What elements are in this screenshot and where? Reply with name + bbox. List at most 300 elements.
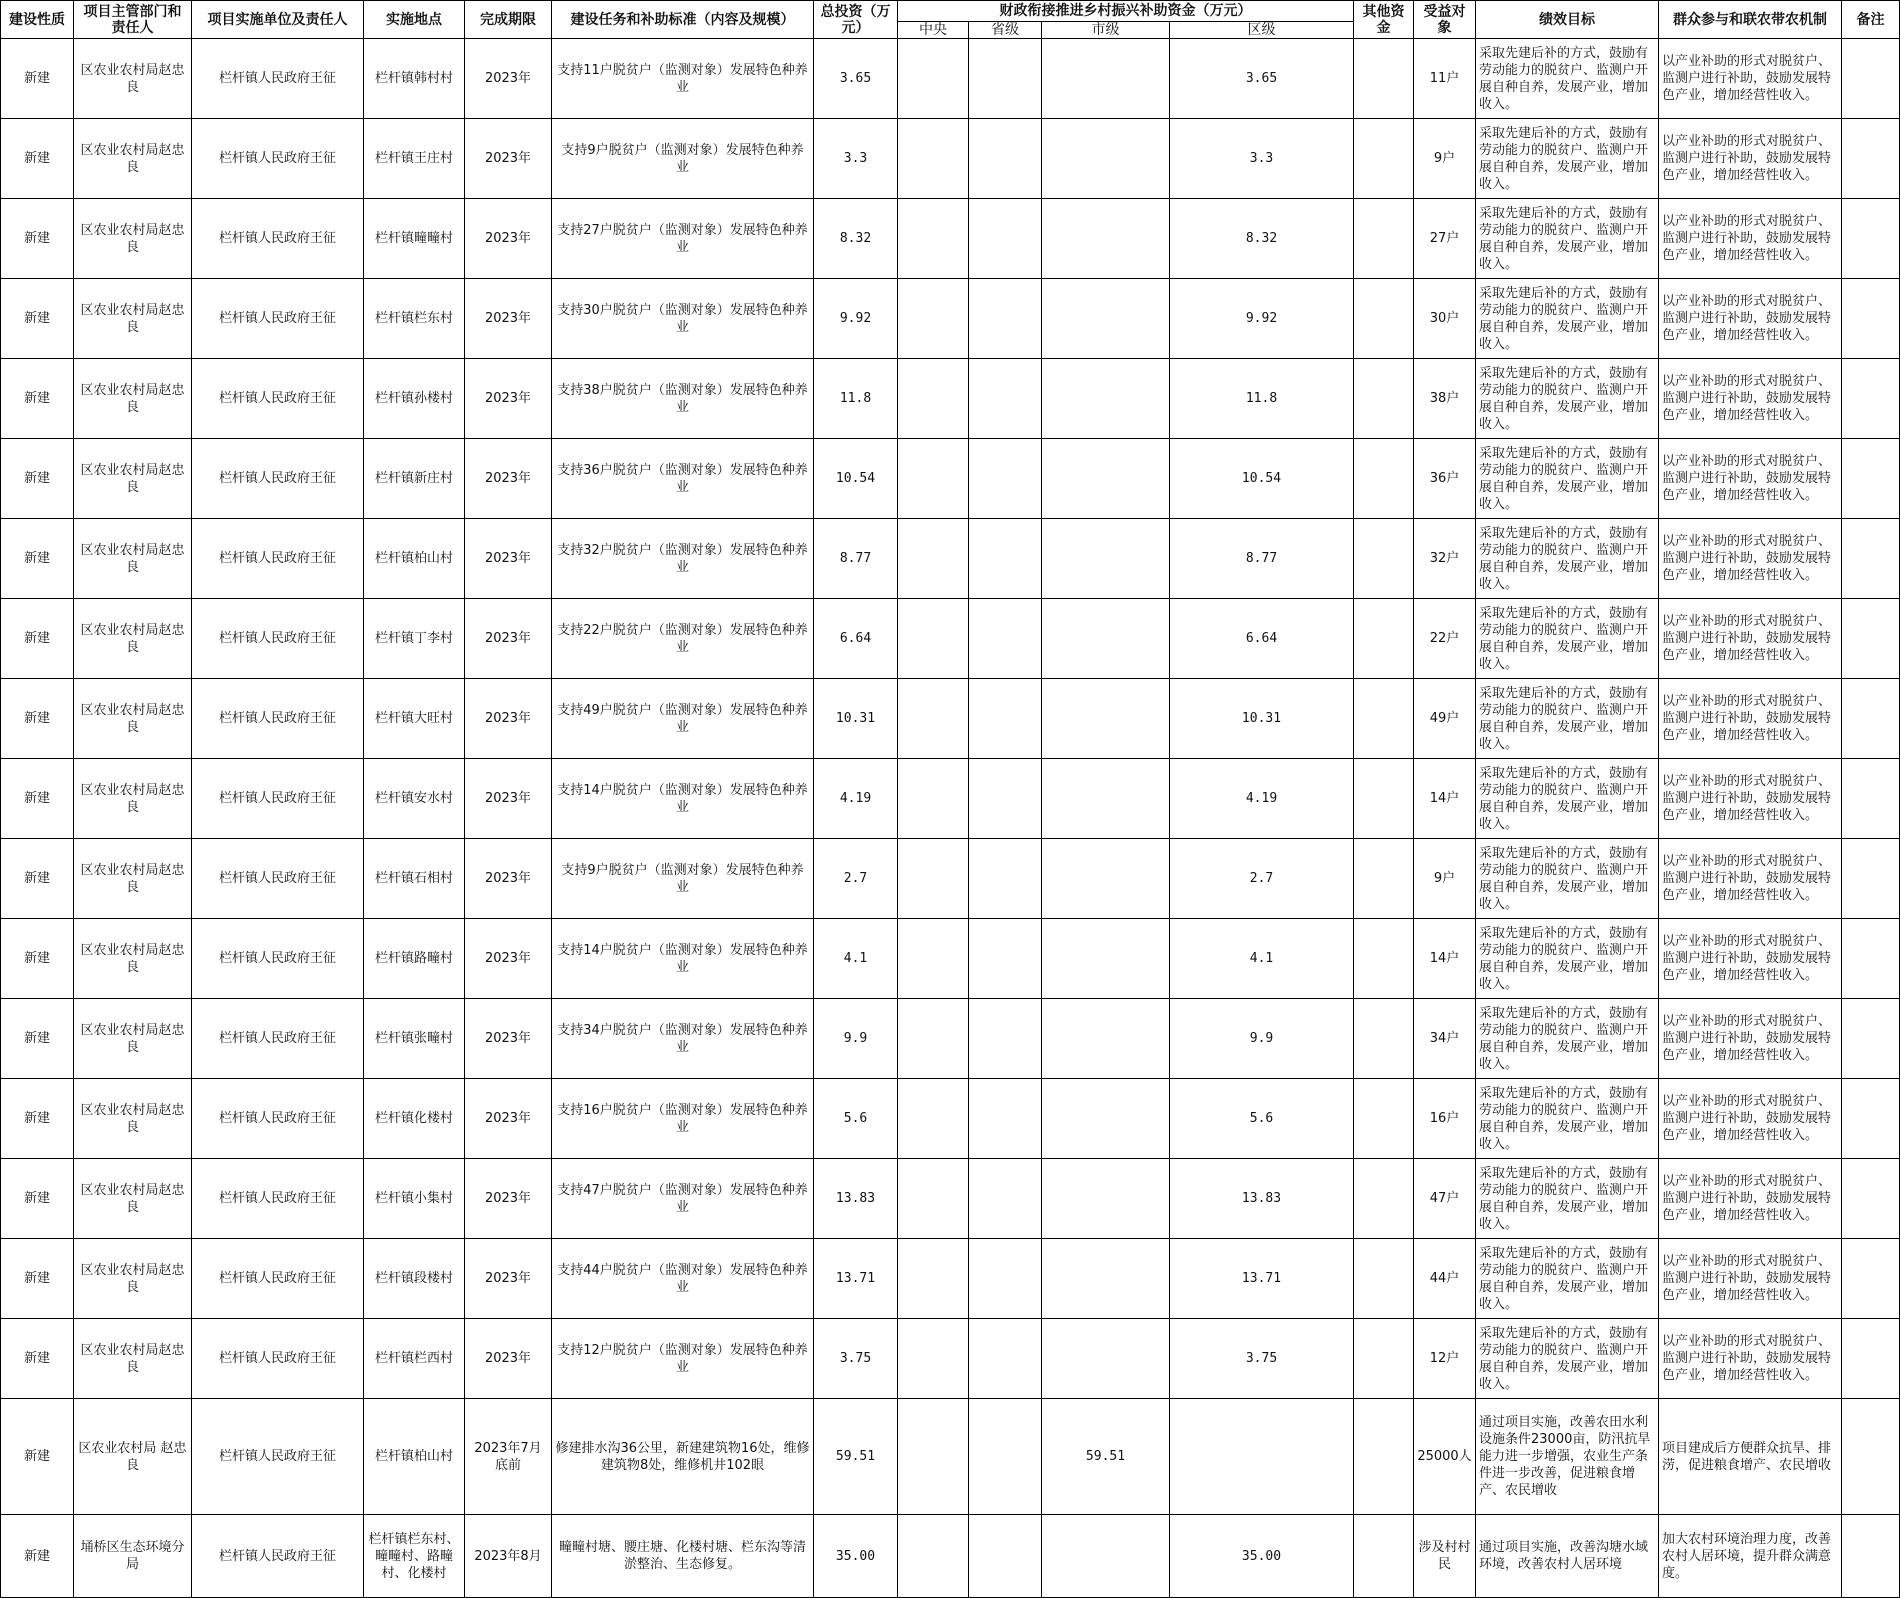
table-row — [1, 1319, 1900, 1399]
cell-province — [969, 359, 1042, 439]
cell-unit: 栏杆镇人民政府王征 — [192, 759, 364, 839]
cell-nature: 新建 — [1, 1239, 74, 1319]
cell-goal: 采取先建后补的方式，鼓励有劳动能力的脱贫户、监测户开展自种自养，发展产业，增加收入。 — [1476, 999, 1659, 1079]
cell-mechanism: 以产业补助的形式对脱贫户、监测户进行补助，鼓励发展特色产业，增加经营性收入。 — [1659, 759, 1842, 839]
cell-nature: 新建 — [1, 1319, 74, 1399]
cell-goal: 采取先建后补的方式，鼓励有劳动能力的脱贫户、监测户开展自种自养，发展产业，增加收入。 — [1476, 39, 1659, 119]
cell-city — [1042, 1515, 1170, 1598]
cell-total: 13.83 — [814, 1159, 898, 1239]
cell-total: 3.3 — [814, 119, 898, 199]
cell-remark — [1842, 1319, 1900, 1399]
cell-city — [1042, 599, 1170, 679]
header-fund-group: 财政衔接推进乡村振兴补助资金（万元） — [898, 1, 1354, 22]
cell-mechanism: 以产业补助的形式对脱贫户、监测户进行补助，鼓励发展特色产业，增加经营性收入。 — [1659, 119, 1842, 199]
cell-remark — [1842, 439, 1900, 519]
cell-province — [969, 39, 1042, 119]
table-row — [1, 919, 1900, 999]
cell-nature: 新建 — [1, 39, 74, 119]
header-other: 其他资金 — [1354, 1, 1414, 39]
cell-total: 9.92 — [814, 279, 898, 359]
cell-city — [1042, 919, 1170, 999]
table-row — [1, 279, 1900, 359]
cell-mechanism: 以产业补助的形式对脱贫户、监测户进行补助，鼓励发展特色产业，增加经营性收入。 — [1659, 1079, 1842, 1159]
cell-unit: 栏杆镇人民政府王征 — [192, 39, 364, 119]
cell-beneficiary: 14户 — [1414, 759, 1476, 839]
cell-remark — [1842, 1515, 1900, 1598]
header-dept: 项目主管部门和责任人 — [74, 1, 192, 39]
table-row — [1, 1159, 1900, 1239]
table-row — [1, 359, 1900, 439]
cell-other — [1354, 1319, 1414, 1399]
cell-place: 栏杆镇疃疃村 — [364, 199, 465, 279]
cell-goal: 采取先建后补的方式，鼓励有劳动能力的脱贫户、监测户开展自种自养，发展产业，增加收入。 — [1476, 359, 1659, 439]
cell-dept: 区农业农村局赵忠良 — [74, 279, 192, 359]
cell-central — [898, 359, 969, 439]
cell-central — [898, 999, 969, 1079]
cell-beneficiary: 9户 — [1414, 839, 1476, 919]
cell-district: 4.19 — [1170, 759, 1354, 839]
cell-place: 栏杆镇孙楼村 — [364, 359, 465, 439]
table-row — [1, 679, 1900, 759]
cell-unit: 栏杆镇人民政府王征 — [192, 1079, 364, 1159]
cell-province — [969, 199, 1042, 279]
cell-dept: 区农业农村局赵忠良 — [74, 39, 192, 119]
cell-unit: 栏杆镇人民政府王征 — [192, 1399, 364, 1515]
cell-nature: 新建 — [1, 1399, 74, 1515]
cell-place: 栏杆镇韩村村 — [364, 39, 465, 119]
cell-nature: 新建 — [1, 199, 74, 279]
cell-place: 栏杆镇新庄村 — [364, 439, 465, 519]
cell-district: 13.83 — [1170, 1159, 1354, 1239]
cell-beneficiary: 36户 — [1414, 439, 1476, 519]
cell-central — [898, 759, 969, 839]
cell-province — [969, 679, 1042, 759]
cell-district: 9.92 — [1170, 279, 1354, 359]
cell-place: 栏杆镇栏东村、疃疃村、路疃村、化楼村 — [364, 1515, 465, 1598]
cell-place: 栏杆镇张疃村 — [364, 999, 465, 1079]
cell-dept: 区农业农村局赵忠良 — [74, 1239, 192, 1319]
cell-unit: 栏杆镇人民政府王征 — [192, 1319, 364, 1399]
cell-district: 4.1 — [1170, 919, 1354, 999]
cell-mechanism: 以产业补助的形式对脱贫户、监测户进行补助，鼓励发展特色产业，增加经营性收入。 — [1659, 839, 1842, 919]
cell-unit: 栏杆镇人民政府王征 — [192, 1239, 364, 1319]
header-nature: 建设性质 — [1, 1, 74, 39]
cell-nature: 新建 — [1, 999, 74, 1079]
cell-beneficiary: 32户 — [1414, 519, 1476, 599]
cell-goal: 采取先建后补的方式，鼓励有劳动能力的脱贫户、监测户开展自种自养，发展产业，增加收入。 — [1476, 1239, 1659, 1319]
cell-goal: 采取先建后补的方式，鼓励有劳动能力的脱贫户、监测户开展自种自养，发展产业，增加收入。 — [1476, 199, 1659, 279]
cell-mechanism: 以产业补助的形式对脱贫户、监测户进行补助，鼓励发展特色产业，增加经营性收入。 — [1659, 679, 1842, 759]
cell-remark — [1842, 119, 1900, 199]
cell-mechanism: 以产业补助的形式对脱贫户、监测户进行补助，鼓励发展特色产业，增加经营性收入。 — [1659, 599, 1842, 679]
cell-goal: 通过项目实施，改善沟塘水域环境，改善农村人居环境 — [1476, 1515, 1659, 1598]
cell-beneficiary: 27户 — [1414, 199, 1476, 279]
cell-deadline: 2023年8月 — [465, 1515, 552, 1598]
cell-goal: 采取先建后补的方式，鼓励有劳动能力的脱贫户、监测户开展自种自养，发展产业，增加收入。 — [1476, 919, 1659, 999]
cell-total: 3.65 — [814, 39, 898, 119]
table-row — [1, 119, 1900, 199]
cell-unit: 栏杆镇人民政府王征 — [192, 439, 364, 519]
cell-mechanism: 以产业补助的形式对脱贫户、监测户进行补助，鼓励发展特色产业，增加经营性收入。 — [1659, 439, 1842, 519]
cell-dept: 区农业农村局赵忠良 — [74, 1079, 192, 1159]
cell-goal: 采取先建后补的方式，鼓励有劳动能力的脱贫户、监测户开展自种自养，发展产业，增加收入。 — [1476, 279, 1659, 359]
cell-total: 35.00 — [814, 1515, 898, 1598]
cell-nature: 新建 — [1, 359, 74, 439]
cell-goal: 采取先建后补的方式，鼓励有劳动能力的脱贫户、监测户开展自种自养，发展产业，增加收入。 — [1476, 759, 1659, 839]
cell-city — [1042, 1319, 1170, 1399]
cell-task: 支持27户脱贫户（监测对象）发展特色种养业 — [552, 199, 814, 279]
cell-goal: 采取先建后补的方式，鼓励有劳动能力的脱贫户、监测户开展自种自养，发展产业，增加收入。 — [1476, 679, 1659, 759]
cell-deadline: 2023年 — [465, 119, 552, 199]
cell-district: 3.65 — [1170, 39, 1354, 119]
cell-place: 栏杆镇段楼村 — [364, 1239, 465, 1319]
cell-task: 修建排水沟36公里，新建建筑物16处，维修建筑物8处，维修机井102眼 — [552, 1399, 814, 1515]
cell-place: 栏杆镇王庄村 — [364, 119, 465, 199]
cell-total: 13.71 — [814, 1239, 898, 1319]
cell-place: 栏杆镇柏山村 — [364, 1399, 465, 1515]
cell-unit: 栏杆镇人民政府王征 — [192, 119, 364, 199]
cell-place: 栏杆镇柏山村 — [364, 519, 465, 599]
cell-deadline: 2023年 — [465, 39, 552, 119]
cell-place: 栏杆镇栏西村 — [364, 1319, 465, 1399]
cell-beneficiary: 16户 — [1414, 1079, 1476, 1159]
cell-dept: 区农业农村局赵忠良 — [74, 519, 192, 599]
cell-place: 栏杆镇路疃村 — [364, 919, 465, 999]
cell-other — [1354, 919, 1414, 999]
cell-other — [1354, 679, 1414, 759]
cell-beneficiary: 30户 — [1414, 279, 1476, 359]
cell-city — [1042, 39, 1170, 119]
cell-total: 59.51 — [814, 1399, 898, 1515]
cell-other — [1354, 599, 1414, 679]
cell-district: 10.31 — [1170, 679, 1354, 759]
cell-dept: 区农业农村局赵忠良 — [74, 679, 192, 759]
cell-task: 支持14户脱贫户（监测对象）发展特色种养业 — [552, 759, 814, 839]
cell-mechanism: 以产业补助的形式对脱贫户、监测户进行补助，鼓励发展特色产业，增加经营性收入。 — [1659, 519, 1842, 599]
cell-province — [969, 1399, 1042, 1515]
cell-task: 支持36户脱贫户（监测对象）发展特色种养业 — [552, 439, 814, 519]
cell-district: 11.8 — [1170, 359, 1354, 439]
cell-total: 10.31 — [814, 679, 898, 759]
cell-goal: 采取先建后补的方式，鼓励有劳动能力的脱贫户、监测户开展自种自养，发展产业，增加收入。 — [1476, 1319, 1659, 1399]
cell-other — [1354, 1239, 1414, 1319]
cell-central — [898, 919, 969, 999]
cell-district: 35.00 — [1170, 1515, 1354, 1598]
cell-city — [1042, 359, 1170, 439]
cell-district: 9.9 — [1170, 999, 1354, 1079]
cell-province — [969, 1515, 1042, 1598]
cell-beneficiary: 9户 — [1414, 119, 1476, 199]
cell-task: 支持16户脱贫户（监测对象）发展特色种养业 — [552, 1079, 814, 1159]
cell-dept: 区农业农村局 赵忠良 — [74, 1399, 192, 1515]
cell-city — [1042, 1079, 1170, 1159]
cell-beneficiary: 38户 — [1414, 359, 1476, 439]
header-task: 建设任务和补助标准（内容及规模） — [552, 1, 814, 39]
cell-dept: 埇桥区生态环境分局 — [74, 1515, 192, 1598]
cell-total: 2.7 — [814, 839, 898, 919]
cell-deadline: 2023年 — [465, 999, 552, 1079]
cell-place: 栏杆镇栏东村 — [364, 279, 465, 359]
cell-dept: 区农业农村局赵忠良 — [74, 359, 192, 439]
cell-city — [1042, 839, 1170, 919]
cell-goal: 采取先建后补的方式，鼓励有劳动能力的脱贫户、监测户开展自种自养，发展产业，增加收入。 — [1476, 119, 1659, 199]
cell-remark — [1842, 1399, 1900, 1515]
cell-task: 支持47户脱贫户（监测对象）发展特色种养业 — [552, 1159, 814, 1239]
cell-deadline: 2023年 — [465, 1079, 552, 1159]
cell-task: 支持22户脱贫户（监测对象）发展特色种养业 — [552, 599, 814, 679]
cell-province — [969, 1079, 1042, 1159]
table-row — [1, 439, 1900, 519]
cell-other — [1354, 519, 1414, 599]
cell-province — [969, 279, 1042, 359]
cell-mechanism: 以产业补助的形式对脱贫户、监测户进行补助，鼓励发展特色产业，增加经营性收入。 — [1659, 199, 1842, 279]
cell-goal: 采取先建后补的方式，鼓励有劳动能力的脱贫户、监测户开展自种自养，发展产业，增加收入。 — [1476, 439, 1659, 519]
cell-remark — [1842, 679, 1900, 759]
table-row — [1, 519, 1900, 599]
table-row — [1, 599, 1900, 679]
cell-central — [898, 519, 969, 599]
cell-nature: 新建 — [1, 919, 74, 999]
cell-city — [1042, 519, 1170, 599]
cell-total: 10.54 — [814, 439, 898, 519]
table-row — [1, 1239, 1900, 1319]
cell-deadline: 2023年 — [465, 439, 552, 519]
cell-central — [898, 679, 969, 759]
cell-mechanism: 以产业补助的形式对脱贫户、监测户进行补助，鼓励发展特色产业，增加经营性收入。 — [1659, 1159, 1842, 1239]
cell-beneficiary: 22户 — [1414, 599, 1476, 679]
table-row — [1, 1079, 1900, 1159]
cell-district: 3.75 — [1170, 1319, 1354, 1399]
cell-city — [1042, 439, 1170, 519]
cell-mechanism: 以产业补助的形式对脱贫户、监测户进行补助，鼓励发展特色产业，增加经营性收入。 — [1659, 1239, 1842, 1319]
cell-dept: 区农业农村局赵忠良 — [74, 919, 192, 999]
cell-total: 6.64 — [814, 599, 898, 679]
cell-nature: 新建 — [1, 759, 74, 839]
cell-total: 8.77 — [814, 519, 898, 599]
cell-task: 疃疃村塘、腰庄塘、化楼村塘、栏东沟等清淤整治、生态修复。 — [552, 1515, 814, 1598]
cell-dept: 区农业农村局赵忠良 — [74, 1319, 192, 1399]
header-central: 中央 — [898, 22, 969, 39]
cell-task: 支持38户脱贫户（监测对象）发展特色种养业 — [552, 359, 814, 439]
cell-dept: 区农业农村局赵忠良 — [74, 199, 192, 279]
cell-total: 11.8 — [814, 359, 898, 439]
cell-deadline: 2023年 — [465, 1319, 552, 1399]
cell-city — [1042, 999, 1170, 1079]
cell-other — [1354, 1159, 1414, 1239]
cell-central — [898, 39, 969, 119]
cell-central — [898, 1079, 969, 1159]
cell-task: 支持49户脱贫户（监测对象）发展特色种养业 — [552, 679, 814, 759]
cell-other — [1354, 1515, 1414, 1598]
cell-remark — [1842, 839, 1900, 919]
header-unit: 项目实施单位及责任人 — [192, 1, 364, 39]
cell-place: 栏杆镇化楼村 — [364, 1079, 465, 1159]
cell-deadline: 2023年7月底前 — [465, 1399, 552, 1515]
table-body — [1, 39, 1900, 1598]
cell-unit: 栏杆镇人民政府王征 — [192, 999, 364, 1079]
cell-district: 6.64 — [1170, 599, 1354, 679]
cell-other — [1354, 1079, 1414, 1159]
cell-place: 栏杆镇安水村 — [364, 759, 465, 839]
cell-task: 支持14户脱贫户（监测对象）发展特色种养业 — [552, 919, 814, 999]
cell-beneficiary: 涉及村村民 — [1414, 1515, 1476, 1598]
header-goal: 绩效目标 — [1476, 1, 1659, 39]
cell-dept: 区农业农村局赵忠良 — [74, 759, 192, 839]
table-row — [1, 999, 1900, 1079]
cell-remark — [1842, 519, 1900, 599]
cell-dept: 区农业农村局赵忠良 — [74, 1159, 192, 1239]
cell-central — [898, 119, 969, 199]
cell-deadline: 2023年 — [465, 759, 552, 839]
cell-nature: 新建 — [1, 1159, 74, 1239]
cell-task: 支持9户脱贫户（监测对象）发展特色种养业 — [552, 119, 814, 199]
cell-goal: 通过项目实施，改善农田水利设施条件23000亩，防汛抗旱能力进一步增强，农业生产条件进一步改善，促进粮食增产、农民增收 — [1476, 1399, 1659, 1515]
cell-dept: 区农业农村局赵忠良 — [74, 839, 192, 919]
cell-other — [1354, 39, 1414, 119]
cell-unit: 栏杆镇人民政府王征 — [192, 839, 364, 919]
cell-city — [1042, 119, 1170, 199]
cell-central — [898, 1399, 969, 1515]
table-row — [1, 199, 1900, 279]
cell-remark — [1842, 359, 1900, 439]
cell-dept: 区农业农村局赵忠良 — [74, 999, 192, 1079]
table-row — [1, 1399, 1900, 1515]
header-remark: 备注 — [1842, 1, 1900, 39]
cell-deadline: 2023年 — [465, 839, 552, 919]
table-row — [1, 1515, 1900, 1598]
cell-beneficiary: 11户 — [1414, 39, 1476, 119]
cell-remark — [1842, 1239, 1900, 1319]
cell-dept: 区农业农村局赵忠良 — [74, 119, 192, 199]
cell-city — [1042, 1159, 1170, 1239]
cell-remark — [1842, 279, 1900, 359]
table-header — [1, 1, 1900, 39]
cell-province — [969, 1239, 1042, 1319]
cell-other — [1354, 1399, 1414, 1515]
cell-deadline: 2023年 — [465, 199, 552, 279]
cell-remark — [1842, 1159, 1900, 1239]
cell-nature: 新建 — [1, 439, 74, 519]
cell-province — [969, 1159, 1042, 1239]
cell-goal: 采取先建后补的方式，鼓励有劳动能力的脱贫户、监测户开展自种自养，发展产业，增加收入。 — [1476, 599, 1659, 679]
cell-task: 支持9户脱贫户（监测对象）发展特色种养业 — [552, 839, 814, 919]
cell-place: 栏杆镇石相村 — [364, 839, 465, 919]
cell-mechanism: 以产业补助的形式对脱贫户、监测户进行补助，鼓励发展特色产业，增加经营性收入。 — [1659, 999, 1842, 1079]
header-beneficiary: 受益对象 — [1414, 1, 1476, 39]
cell-unit: 栏杆镇人民政府王征 — [192, 1159, 364, 1239]
cell-city — [1042, 1239, 1170, 1319]
cell-province — [969, 919, 1042, 999]
cell-beneficiary: 25000人 — [1414, 1399, 1476, 1515]
cell-central — [898, 1515, 969, 1598]
cell-other — [1354, 999, 1414, 1079]
header-province: 省级 — [969, 22, 1042, 39]
cell-nature: 新建 — [1, 119, 74, 199]
cell-other — [1354, 839, 1414, 919]
cell-task: 支持34户脱贫户（监测对象）发展特色种养业 — [552, 999, 814, 1079]
cell-city — [1042, 279, 1170, 359]
cell-dept: 区农业农村局赵忠良 — [74, 599, 192, 679]
cell-mechanism: 项目建成后方便群众抗旱、排涝，促进粮食增产、农民增收 — [1659, 1399, 1842, 1515]
cell-goal: 采取先建后补的方式，鼓励有劳动能力的脱贫户、监测户开展自种自养，发展产业，增加收入。 — [1476, 839, 1659, 919]
cell-unit: 栏杆镇人民政府王征 — [192, 359, 364, 439]
cell-district: 8.32 — [1170, 199, 1354, 279]
cell-mechanism: 以产业补助的形式对脱贫户、监测户进行补助，鼓励发展特色产业，增加经营性收入。 — [1659, 39, 1842, 119]
cell-remark — [1842, 599, 1900, 679]
cell-deadline: 2023年 — [465, 919, 552, 999]
cell-province — [969, 1319, 1042, 1399]
cell-task: 支持12户脱贫户（监测对象）发展特色种养业 — [552, 1319, 814, 1399]
cell-city — [1042, 679, 1170, 759]
cell-other — [1354, 119, 1414, 199]
cell-central — [898, 839, 969, 919]
table-row — [1, 759, 1900, 839]
cell-province — [969, 599, 1042, 679]
cell-deadline: 2023年 — [465, 1159, 552, 1239]
cell-central — [898, 1319, 969, 1399]
cell-beneficiary: 34户 — [1414, 999, 1476, 1079]
cell-province — [969, 759, 1042, 839]
cell-beneficiary: 12户 — [1414, 1319, 1476, 1399]
cell-deadline: 2023年 — [465, 1239, 552, 1319]
cell-nature: 新建 — [1, 679, 74, 759]
cell-remark — [1842, 199, 1900, 279]
cell-deadline: 2023年 — [465, 519, 552, 599]
cell-dept: 区农业农村局赵忠良 — [74, 439, 192, 519]
header-deadline: 完成期限 — [465, 1, 552, 39]
cell-central — [898, 1159, 969, 1239]
cell-province — [969, 439, 1042, 519]
header-mechanism: 群众参与和联农带农机制 — [1659, 1, 1842, 39]
cell-district: 3.3 — [1170, 119, 1354, 199]
cell-district: 2.7 — [1170, 839, 1354, 919]
cell-other — [1354, 199, 1414, 279]
cell-beneficiary: 14户 — [1414, 919, 1476, 999]
cell-unit: 栏杆镇人民政府王征 — [192, 679, 364, 759]
cell-beneficiary: 47户 — [1414, 1159, 1476, 1239]
cell-beneficiary: 44户 — [1414, 1239, 1476, 1319]
cell-central — [898, 279, 969, 359]
cell-unit: 栏杆镇人民政府王征 — [192, 279, 364, 359]
cell-nature: 新建 — [1, 1515, 74, 1598]
cell-remark — [1842, 759, 1900, 839]
cell-total: 5.6 — [814, 1079, 898, 1159]
cell-other — [1354, 279, 1414, 359]
cell-goal: 采取先建后补的方式，鼓励有劳动能力的脱贫户、监测户开展自种自养，发展产业，增加收入。 — [1476, 519, 1659, 599]
cell-mechanism: 以产业补助的形式对脱贫户、监测户进行补助，鼓励发展特色产业，增加经营性收入。 — [1659, 279, 1842, 359]
cell-nature: 新建 — [1, 839, 74, 919]
cell-total: 4.19 — [814, 759, 898, 839]
cell-goal: 采取先建后补的方式，鼓励有劳动能力的脱贫户、监测户开展自种自养，发展产业，增加收入。 — [1476, 1079, 1659, 1159]
cell-task: 支持44户脱贫户（监测对象）发展特色种养业 — [552, 1239, 814, 1319]
cell-central — [898, 199, 969, 279]
cell-other — [1354, 359, 1414, 439]
cell-remark — [1842, 999, 1900, 1079]
cell-other — [1354, 439, 1414, 519]
cell-city: 59.51 — [1042, 1399, 1170, 1515]
cell-remark — [1842, 39, 1900, 119]
cell-province — [969, 519, 1042, 599]
table-row — [1, 39, 1900, 119]
cell-central — [898, 439, 969, 519]
cell-district — [1170, 1399, 1354, 1515]
header-district: 区级 — [1170, 22, 1354, 39]
cell-province — [969, 839, 1042, 919]
cell-remark — [1842, 1079, 1900, 1159]
cell-place: 栏杆镇小集村 — [364, 1159, 465, 1239]
cell-district: 5.6 — [1170, 1079, 1354, 1159]
cell-task: 支持32户脱贫户（监测对象）发展特色种养业 — [552, 519, 814, 599]
